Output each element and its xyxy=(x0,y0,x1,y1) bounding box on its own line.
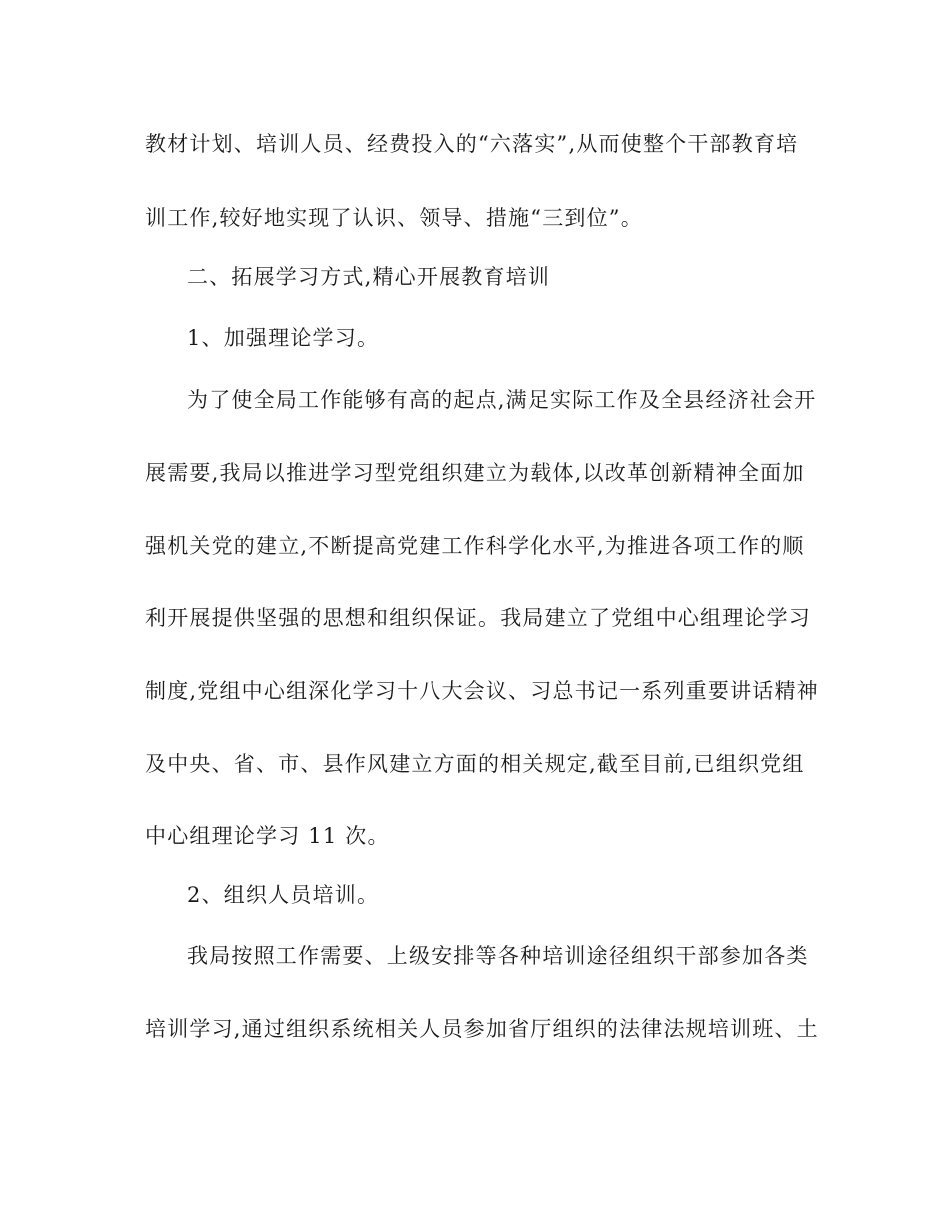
text-line: 制度,党组中心组深化学习十八大会议、习总书记一系列重要讲话精神 xyxy=(145,679,819,703)
text-line: 教材计划、培训人员、经费投入的“六落实”,从而使整个干部教育培 xyxy=(145,132,799,156)
text-line: 展需要,我局以推进学习型党组织建立为载体,以改革创新精神全面加 xyxy=(145,461,805,485)
text-line: 利开展提供坚强的思想和组织保证。我局建立了党组中心组理论学习 xyxy=(145,606,811,630)
subsection-heading: 2、组织人员培训。 xyxy=(187,883,380,907)
text-line: 中心组理论学习 11 次。 xyxy=(145,824,390,848)
text-line: 为了使全局工作能够有高的起点,满足实际工作及全县经济社会开 xyxy=(187,388,817,412)
text-line: 强机关党的建立,不断提高党建工作科学化水平,为推进各项工作的顺 xyxy=(145,534,805,558)
text-line: 培训学习,通过组织系统相关人员参加省厅组织的法律法规培训班、土 xyxy=(145,1017,819,1041)
text-line: 我局按照工作需要、上级安排等各种培训途径组织干部参加各类 xyxy=(187,944,809,968)
text-line: 训工作,较好地实现了认识、领导、措施“三到位”。 xyxy=(145,206,643,230)
text-line: 及中央、省、市、县作风建立方面的相关规定,截至目前,已组织党组 xyxy=(145,752,805,776)
section-heading: 二、拓展学习方式,精心开展教育培训 xyxy=(187,265,551,289)
subsection-heading: 1、加强理论学习。 xyxy=(187,326,380,350)
